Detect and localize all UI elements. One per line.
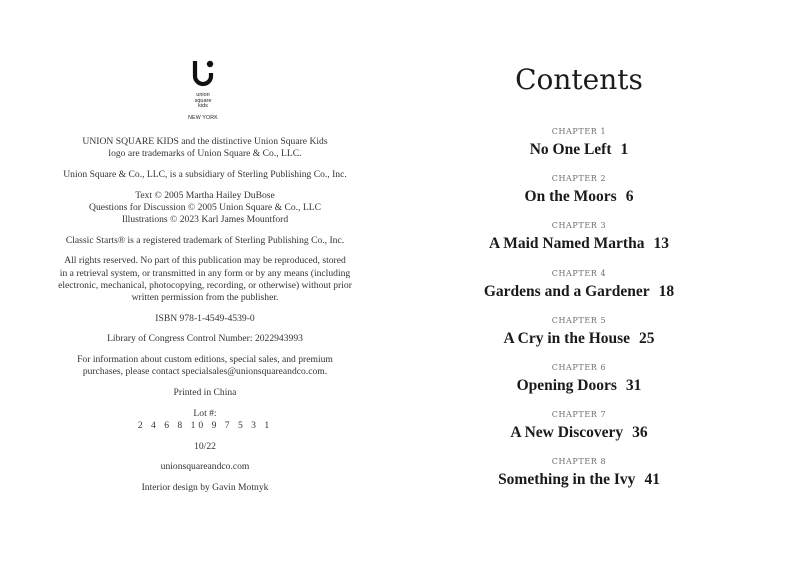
logo-brand-line: kids [198, 103, 208, 109]
chapter-title: A New Discovery [510, 424, 624, 442]
chapter-title: A Maid Named Martha [489, 235, 645, 253]
chapter-label: CHAPTER 6 [551, 362, 607, 372]
toc-entry[interactable] [455, 126, 703, 173]
subsidiary-notice: Union Square & Co., LLC, is a subsidiary of Sterling Publishing Co., Inc. [63, 168, 347, 180]
chapter-label: CHAPTER 4 [551, 268, 607, 278]
toc-entry[interactable] [455, 220, 703, 267]
toc-entry[interactable] [455, 456, 703, 503]
chapter-title-line [455, 423, 703, 443]
text-line: written permission from the publisher. [131, 292, 279, 304]
printed-in: Printed in China [173, 387, 237, 399]
chapter-label: CHAPTER 8 [551, 457, 607, 467]
chapter-title-line [455, 187, 703, 207]
trademark-notice [30, 136, 380, 160]
chapter-label: CHAPTER 5 [551, 315, 607, 325]
text-credit: Text © 2005 Martha Hailey DuBose [135, 189, 275, 201]
text-line: in a retrieval system, or transmitted in any form or by any means (including [59, 267, 351, 279]
chapter-title-line [455, 282, 703, 302]
text-line: logo are trademarks of Union Square & Co., LLC. [108, 148, 302, 160]
chapter-page-number: 36 [632, 424, 648, 442]
special-sales-notice [30, 354, 380, 378]
chapter-title: Gardens and a Gardener [483, 282, 650, 300]
interior-design-credit: Interior design by Gavin Motnyk [141, 482, 269, 494]
lot-label: Lot #: [193, 407, 217, 419]
chapter-title: On the Moors [524, 188, 617, 206]
chapter-page-number: 6 [625, 188, 634, 206]
printing-line: 2 4 6 8 10 9 7 5 3 1 [137, 419, 273, 431]
chapter-page-number: 41 [644, 471, 660, 489]
chapter-label: CHAPTER 2 [551, 174, 607, 184]
chapter-title-line [455, 329, 703, 349]
chapter-page-number: 1 [620, 141, 629, 158]
logo-brand-line: square [194, 97, 212, 104]
credits [30, 190, 380, 227]
chapter-page-number: 31 [625, 376, 642, 394]
chapter-label: CHAPTER 3 [551, 221, 607, 231]
chapter-title: Something in the Ivy [498, 471, 636, 489]
text-line: For information about custom editions, special sales, and premium [77, 354, 333, 366]
toc-entry[interactable] [455, 173, 703, 220]
union-square-kids-logo-icon [190, 58, 216, 90]
toc-entry[interactable] [455, 315, 703, 362]
chapter-title-line [455, 234, 703, 254]
lccn: Library of Congress Control Number: 2022943993 [107, 333, 303, 345]
isbn: ISBN 978-1-4549-4539-0 [155, 312, 255, 324]
discussion-credit: Questions for Discussion © 2005 Union Square & Co., LLC [89, 201, 321, 213]
text-line: UNION SQUARE KIDS and the distinctive Union Square Kids [82, 136, 328, 147]
toc-entry[interactable] [455, 409, 703, 456]
toc-entry[interactable] [455, 362, 703, 409]
classic-starts-trademark: Classic Starts® is a registered trademark of Sterling Publishing Co., Inc. [65, 234, 345, 246]
toc-entry[interactable] [455, 268, 703, 315]
chapter-title-line [455, 140, 703, 160]
chapter-title-line [455, 470, 703, 490]
chapter-page-number: 13 [653, 235, 669, 253]
chapter-title: No One Left [529, 141, 612, 158]
publisher-logo [186, 58, 220, 121]
chapter-title: Opening Doors [516, 376, 617, 394]
chapter-label: CHAPTER 1 [551, 127, 607, 136]
text-line: All rights reserved. No part of this publication may be reproduced, stored [64, 255, 346, 267]
rights-reserved [30, 255, 380, 304]
chapter-title-line [455, 376, 703, 396]
page-title: Contents [515, 63, 643, 96]
logo-city: NEW YORK [188, 114, 218, 121]
text-line: electronic, mechanical, photocopying, recording, or otherwise) without prior [58, 279, 352, 291]
text-line: purchases, please contact specialsales@unionsquareandco.com. [82, 366, 328, 378]
illustrations-credit: Illustrations © 2023 Karl James Mountford [121, 214, 289, 226]
logo-brand-line: union [196, 92, 210, 98]
logo-brand-text [186, 93, 220, 110]
print-date: 10/22 [194, 440, 216, 452]
chapter-label: CHAPTER 7 [551, 410, 607, 420]
chapter-page-number: 25 [639, 329, 655, 347]
chapter-page-number: 18 [658, 282, 675, 300]
publisher-website: unionsquareandco.com [160, 461, 250, 473]
lot-number [30, 408, 380, 432]
copyright-block [30, 136, 380, 503]
table-of-contents [455, 126, 703, 504]
chapter-title: A Cry in the House [503, 329, 631, 347]
